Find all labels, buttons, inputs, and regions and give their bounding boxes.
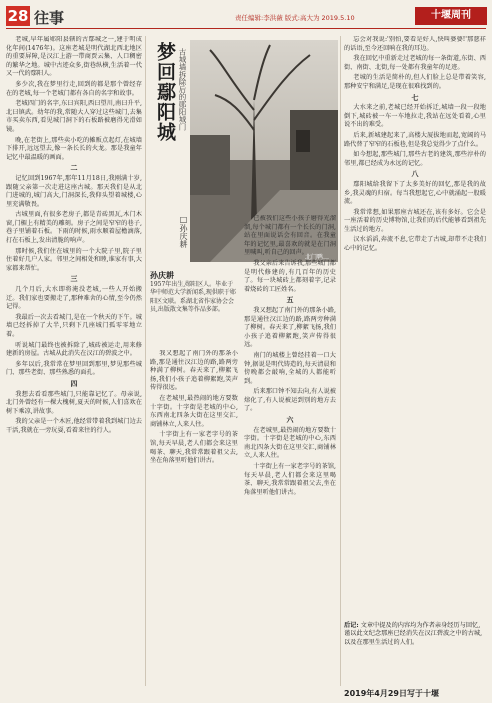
paragraph: 老城四门的名字,东曰宾阳,西曰望川,南曰升平,北曰镇武。幼年的我,常随大人穿过这些城门,去集市买卖东西,看见城门洞下的石板路被磨得光滑如镜。 — [6, 100, 142, 133]
article-column-3 — [344, 36, 486, 620]
paragraph: 那时候,我们住在城里的一个大院子里,院子里住着好几户人家。邻里之间相处和睦,谁家有事,大家都来帮忙。 — [6, 247, 142, 272]
paragraph: 多年以后,我常常在梦里回到那里,梦见那些城门、那些老街、那些熟悉的面孔。 — [6, 360, 142, 377]
endnote-text: 文章中提及的内容均为作者亲身经历与回忆,谨以此文纪念那座已经消失在汉江碧波之中的古城,以及在那里生活过的人们。 — [344, 622, 483, 646]
paragraph: 我的父亲是一个木匠,他经常带着我到城门边去干活,我就在一旁玩耍,看着来往的行人。 — [6, 418, 142, 434]
section-heading: 三 — [70, 274, 78, 284]
paragraph: 晚,在老街上,那些卖小吃的摊贩点起灯,在城墙下排开,远远望去,像一条长长的火龙。那是我童年记忆中最温暖的画面。 — [6, 136, 142, 161]
paragraph: 南门的城楼上曾经挂着一口大钟,据说是明代铸造的,每天清晨和傍晚都会敲响,全城的人都能听到。 — [244, 351, 336, 385]
section-heading: 七 — [411, 92, 419, 102]
bio-text: 1957年出生,郧阳区人。毕业于华中师范大学新闻系,现供职于郧阳区文联。系湖北省作家协会会员,出版散文集等作品多部。 — [150, 281, 236, 314]
column-divider — [145, 36, 146, 686]
page-header — [0, 0, 492, 30]
written-date: 2019年4月29日写于十堰 — [344, 689, 439, 698]
author-byline: □孙庆耕 — [179, 215, 188, 248]
photo-caption: 北门鸭… — [305, 254, 330, 261]
paragraph: 我又想起了南门外的那条小路,那是通往汉江边的路,路两旁种满了柳树。春天来了,柳絮飞扬,我们小孩子追着柳絮跑,笑声传得很远。 — [244, 306, 336, 349]
paragraph: 老城的生活是简朴的,但人们脸上总是带着笑容,那种安宁和满足,是现在很难找到的。 — [344, 74, 486, 90]
column-divider — [340, 36, 341, 686]
section-heading: 二 — [70, 163, 78, 173]
paragraph: 在老城里,最热闹的地方要数十字街。十字街是老城的中心,东西南北四条大街在这里交汇,商铺林立,人来人往。 — [244, 426, 336, 460]
section-heading: 五 — [286, 295, 294, 305]
editor-meta: 责任编辑:李洪薇 版式:高大为 2019.5.10 — [235, 14, 355, 22]
endnote-lead: 后记: — [344, 622, 359, 629]
masthead-logo: 十堰周刊 — [415, 7, 487, 25]
bio-name: 孙庆耕 — [150, 270, 174, 280]
article-column-2 — [244, 215, 336, 685]
paragraph: 十字街上有一家老字号的茶馆,每天早晨,老人们都会来这里喝茶、聊天,我常常跟着祖父去,坐在角落里听他们讲古。 — [244, 463, 336, 496]
section-title: 往事 — [34, 9, 65, 27]
paragraph: 我在回忆中重新走过老城的每一条街道,东街、西街、南街、北街,每一处都有我童年的足迹。 — [344, 55, 486, 71]
article-column-1 — [6, 36, 142, 686]
paragraph: 听说城门最终也被拆除了,城砖被运走,用来修建新的房屋。古城从此消失在汉江的碧波之中。 — [6, 341, 142, 358]
header-rule — [6, 28, 486, 29]
paragraph: 汉水滔滔,奔流不息,它带走了古城,却带不走我们心中的记忆。 — [344, 236, 486, 253]
paragraph: 后来那口钟不知去向,有人说被熔化了,有人说被运到别的地方去了。 — [244, 388, 336, 413]
paragraph: 记忆回到1967年,那年11月18日,我刚满十岁,跟随父亲第一次走进这座古城。那天我们是从北门进城的,城门高大,门洞深长,我仰头望着城楼,心里充满敬畏。 — [6, 174, 142, 208]
section-heading: 八 — [411, 169, 419, 179]
paragraph: 我常常想,如果那座古城还在,该有多好。它会是一座活着的历史博物馆,让我们的后代能够看到祖先生活过的地方。 — [344, 208, 486, 233]
paragraph: 鄢阳城给我留下了太多美好的回忆,那是我的故乡,我灵魂的归宿。每当我想起它,心中就涌起一股暖流。 — [344, 180, 486, 206]
paragraph: 十字街上有一家老字号的茶馆,每天早晨,老人们都会来这里喝茶、聊天,我常常跟着祖父去,坐在角落里听他们讲古。 — [150, 431, 238, 465]
paragraph: 几个月后,大水即将淹没老城,一些人开始搬迁。我们家也要搬走了,那种难舍的心情,至今仍然记得。 — [6, 286, 142, 311]
article-title: 梦回鄢阳城 — [154, 42, 176, 142]
paragraph: 我父亲后来告诉我,那些城门都是明代修建的,有几百年的历史了。每一块城砖上都刻着字,记录着烧砖的工匠姓名。 — [244, 259, 336, 293]
paragraph: 大水来之前,老城已经开始拆迁,城墙一段一段地倒下,城砖被一车一车地拉走,我站在远处看着,心里说不出的难受。 — [344, 104, 486, 129]
section-heading: 六 — [286, 415, 294, 425]
paragraph: 我想去看看那些城门,只能靠记忆了。母亲说,北门外曾经有一棵大槐树,夏天的时候,人们喜欢在树下乘凉,讲故事。 — [6, 390, 142, 415]
paragraph: 在老城里,最热闹的地方要数十字街。十字街是老城的中心,东西南北四条大街在这里交汇,商铺林立,人来人往。 — [150, 394, 238, 428]
endnote — [344, 622, 484, 647]
paragraph: 我又想起了南门外的那条小路,那是通往汉江边的路,路两旁种满了柳树。春天来了,柳絮飞扬,我们小孩子追着柳絮跑,笑声传得很远。 — [150, 350, 238, 392]
paragraph: 忘会对我说:'别怕,要看是好人,快叫婆婆!'那慈祥的话语,至今还回响在我的耳边。 — [344, 36, 486, 52]
section-heading: 四 — [70, 378, 78, 388]
paragraph: 我最后一次去看城门,是在一个秋天的下午。城墙已经拆掉了大半,只剩下几座城门孤零零地立着。 — [6, 313, 142, 338]
paragraph: 古城里面,有很多老房子,都是青砖黑瓦,木门木窗,门楣上有精美的雕刻。房子之间是窄窄的巷子,巷子里铺着石板。下雨的时候,雨水顺着屋檐滴落,打在石板上,发出清脆的响声。 — [6, 211, 142, 245]
paragraph: 老城,早年属郧阳县辖的古鄢城之一,建于明成化年间(1476年)。这座老城是明代湖北西北地区的重要屏障,是汉江上游一带商贾云集、人口稠密的繁华之地。城中古迹众多,街巷纵横,生活着一代又一代的鄢阳人。 — [6, 36, 142, 78]
paragraph: 多少次,我在梦里行走,回到的都是那个曾经存在的老城,每一个老城门都有各自的名字和故事。 — [6, 80, 142, 97]
author-bio — [150, 270, 238, 350]
paragraph: 如今想起,那些城门,那些古老的建筑,那些淳朴的邻里,都已经成为永远的记忆。 — [344, 151, 486, 167]
article-column-2b — [150, 350, 238, 685]
article-subtitle: 古城墙拆除后的郧阳城门 — [178, 48, 187, 131]
paragraph: 后来,新城建起来了,高楼大厦拔地而起,宽阔的马路代替了窄窄的石板巷,但是我总觉得少了点什么。 — [344, 131, 486, 148]
page-number: 28 — [7, 7, 29, 25]
paragraph: 已被我们这些小孩子磨得光溜溜,每个城门都有一个长长的门洞,站在里面说话会有回音。在我童年的记忆里,最喜欢的就是在门洞里喊叫,听自己的回声。 — [244, 215, 336, 257]
